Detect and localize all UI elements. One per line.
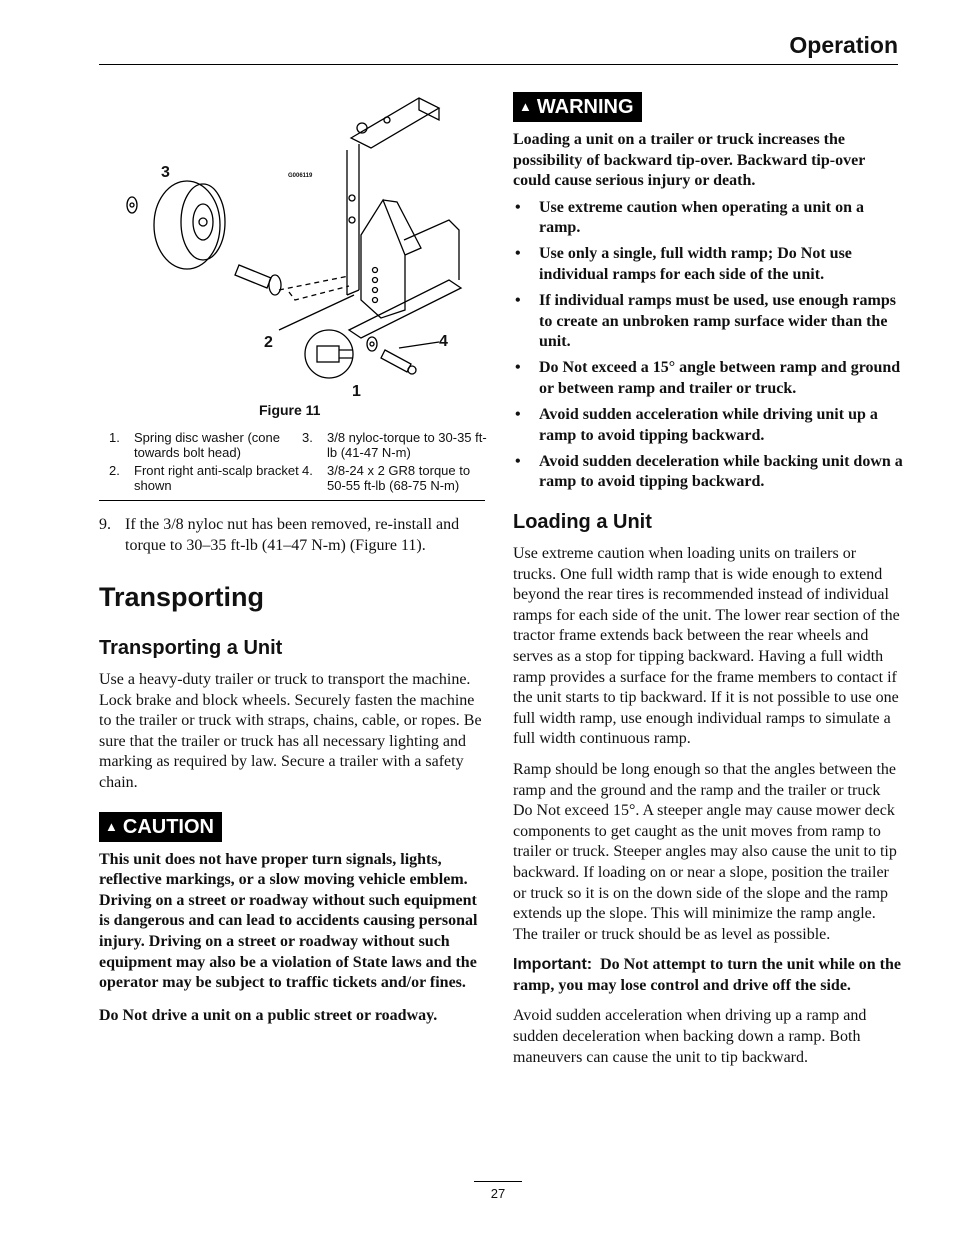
header-rule xyxy=(99,64,898,65)
loading-para-1: Use extreme caution when loading units on trailers or trucks. One full width ramp that is wide enough to extend beyond the rear tires is recommended instead of individual ramps for each side of the unit. The lower rear section of the tractor frame extends back between the rear wheels and serves as a stop for tipping backward. Having a full width ramp provides a surface for the frame members to contact if the unit starts to tip backward. If it is not possible to use one full width ramp, use enough individual ramps to simulate a full width continuous ramp. xyxy=(513,545,900,748)
anti-scalp-wheel-illustration xyxy=(99,80,485,400)
caution-text: This unit does not have proper turn signals, lights, reflective markings, or a slow moving vehicle emblem. Driving on a street or roadway without such equipment is dangerous and can lead to accidents causing personal injury. Driving on a street or roadway without such equipment may also be a violation of State laws and the operator may be subject to traffic tickets and/or fines. xyxy=(99,850,478,992)
warning-bullets xyxy=(513,198,903,493)
warning-bullet: • Avoid sudden deceleration while backing unit down a ramp to avoid tipping backward. xyxy=(515,452,903,491)
footer-rule xyxy=(474,1181,522,1182)
figure-divider xyxy=(99,500,485,501)
warning-bullet: • Use only a single, full width ramp; Do Not use individual ramps for each side of the unit. xyxy=(515,245,852,284)
warning-triangle-icon: ▲ xyxy=(519,99,532,114)
important-note xyxy=(513,955,903,996)
warning-label xyxy=(513,92,642,122)
step-9 xyxy=(99,514,485,556)
legend-text: 3/8 nyloc-torque to 30-35 ft-lb (41-47 N-m) xyxy=(327,430,487,460)
right-column xyxy=(513,92,903,1078)
legend-num: 4. xyxy=(302,463,313,478)
caution-label-text: CAUTION xyxy=(122,815,214,838)
figure-code: G006119 xyxy=(288,173,313,179)
left-column xyxy=(99,80,485,1038)
transporting-body: Use a heavy-duty trailer or truck to transport the machine. Lock brake and block wheels. Securely fasten the machine to the trailer or truck with straps, chains, cable, or ropes. Be sure that the trailer or truck has all necessary lighting and marking as required by law. Secure a trailer with a safety chain. xyxy=(99,671,482,791)
callout-1: 1 xyxy=(352,383,361,400)
warning-bullet: • Use extreme caution when operating a unit on a ramp. xyxy=(515,198,865,237)
section-title-transporting: Transporting xyxy=(99,582,265,612)
legend-text: Spring disc washer (cone towards bolt head) xyxy=(134,430,280,460)
legend-num: 3. xyxy=(302,430,313,445)
important-text: Do Not attempt to turn the unit while on the ramp, you may lose control and drive off the side. xyxy=(513,956,901,994)
legend-num: 2. xyxy=(109,463,120,478)
caution-note: Do Not drive a unit on a public street or roadway. xyxy=(99,1006,438,1024)
callout-3: 3 xyxy=(161,164,170,181)
figure-legend xyxy=(99,420,485,494)
heading-loading-a-unit: Loading a Unit xyxy=(513,511,652,533)
warning-bullet: • If individual ramps must be used, use enough ramps to create an unbroken ramp surface wider than the unit. xyxy=(515,292,896,351)
legend-text: 3/8-24 x 2 GR8 torque to 50-55 ft-lb (68-75 N-m) xyxy=(327,463,471,493)
legend-text: Front right anti-scalp bracket shown xyxy=(134,463,299,493)
warning-label-text: WARNING xyxy=(536,96,634,118)
warning-intro: Loading a unit on a trailer or truck increases the possibility of backward tip-over. Backward tip-over could cause serious injury or death. xyxy=(513,131,866,190)
step-number: 9. xyxy=(99,516,111,533)
page-header-title: Operation xyxy=(789,32,898,58)
loading-para-2: Ramp should be long enough so that the angles between the ramp and the ground and the ramp and the trailer or truck Do Not exceed 15°. A steeper angle may cause mower deck components to get caught as the unit moves from ramp to trailer or truck. Steeper angles may also cause the unit to tip backward. If loading on or near a slope, position the trailer or truck so it is on the down side of the slope and the ramp extends up the slope. This will minimize the ramp angle. The trailer or truck should be as level as possible. xyxy=(513,760,897,943)
important-label: Important: xyxy=(513,956,593,974)
callout-2: 2 xyxy=(264,334,273,351)
heading-transporting-a-unit: Transporting a Unit xyxy=(99,637,283,659)
figure-caption: Figure 11 xyxy=(259,402,321,418)
loading-para-3: Avoid sudden acceleration when driving up a ramp and sudden deceleration when backing down a ramp. Both maneuvers can cause the unit to tip backward. xyxy=(513,1007,867,1066)
warning-bullet: • Avoid sudden acceleration while driving unit up a ramp to avoid tipping backward. xyxy=(515,406,878,444)
legend-num: 1. xyxy=(109,430,120,445)
step-text: If the 3/8 nyloc nut has been removed, re-install and torque to 30–35 ft-lb (41–47 N-m) (Figure 11). xyxy=(125,516,460,554)
figure-11 xyxy=(99,80,485,420)
page-number: 27 xyxy=(490,1186,506,1201)
caution-label xyxy=(99,812,222,842)
warning-bullet: • Do Not exceed a 15° angle between ramp and ground or between ramp and trailer or truck. xyxy=(515,359,901,398)
warning-triangle-icon: ▲ xyxy=(105,818,118,834)
callout-4: 4 xyxy=(439,333,448,350)
